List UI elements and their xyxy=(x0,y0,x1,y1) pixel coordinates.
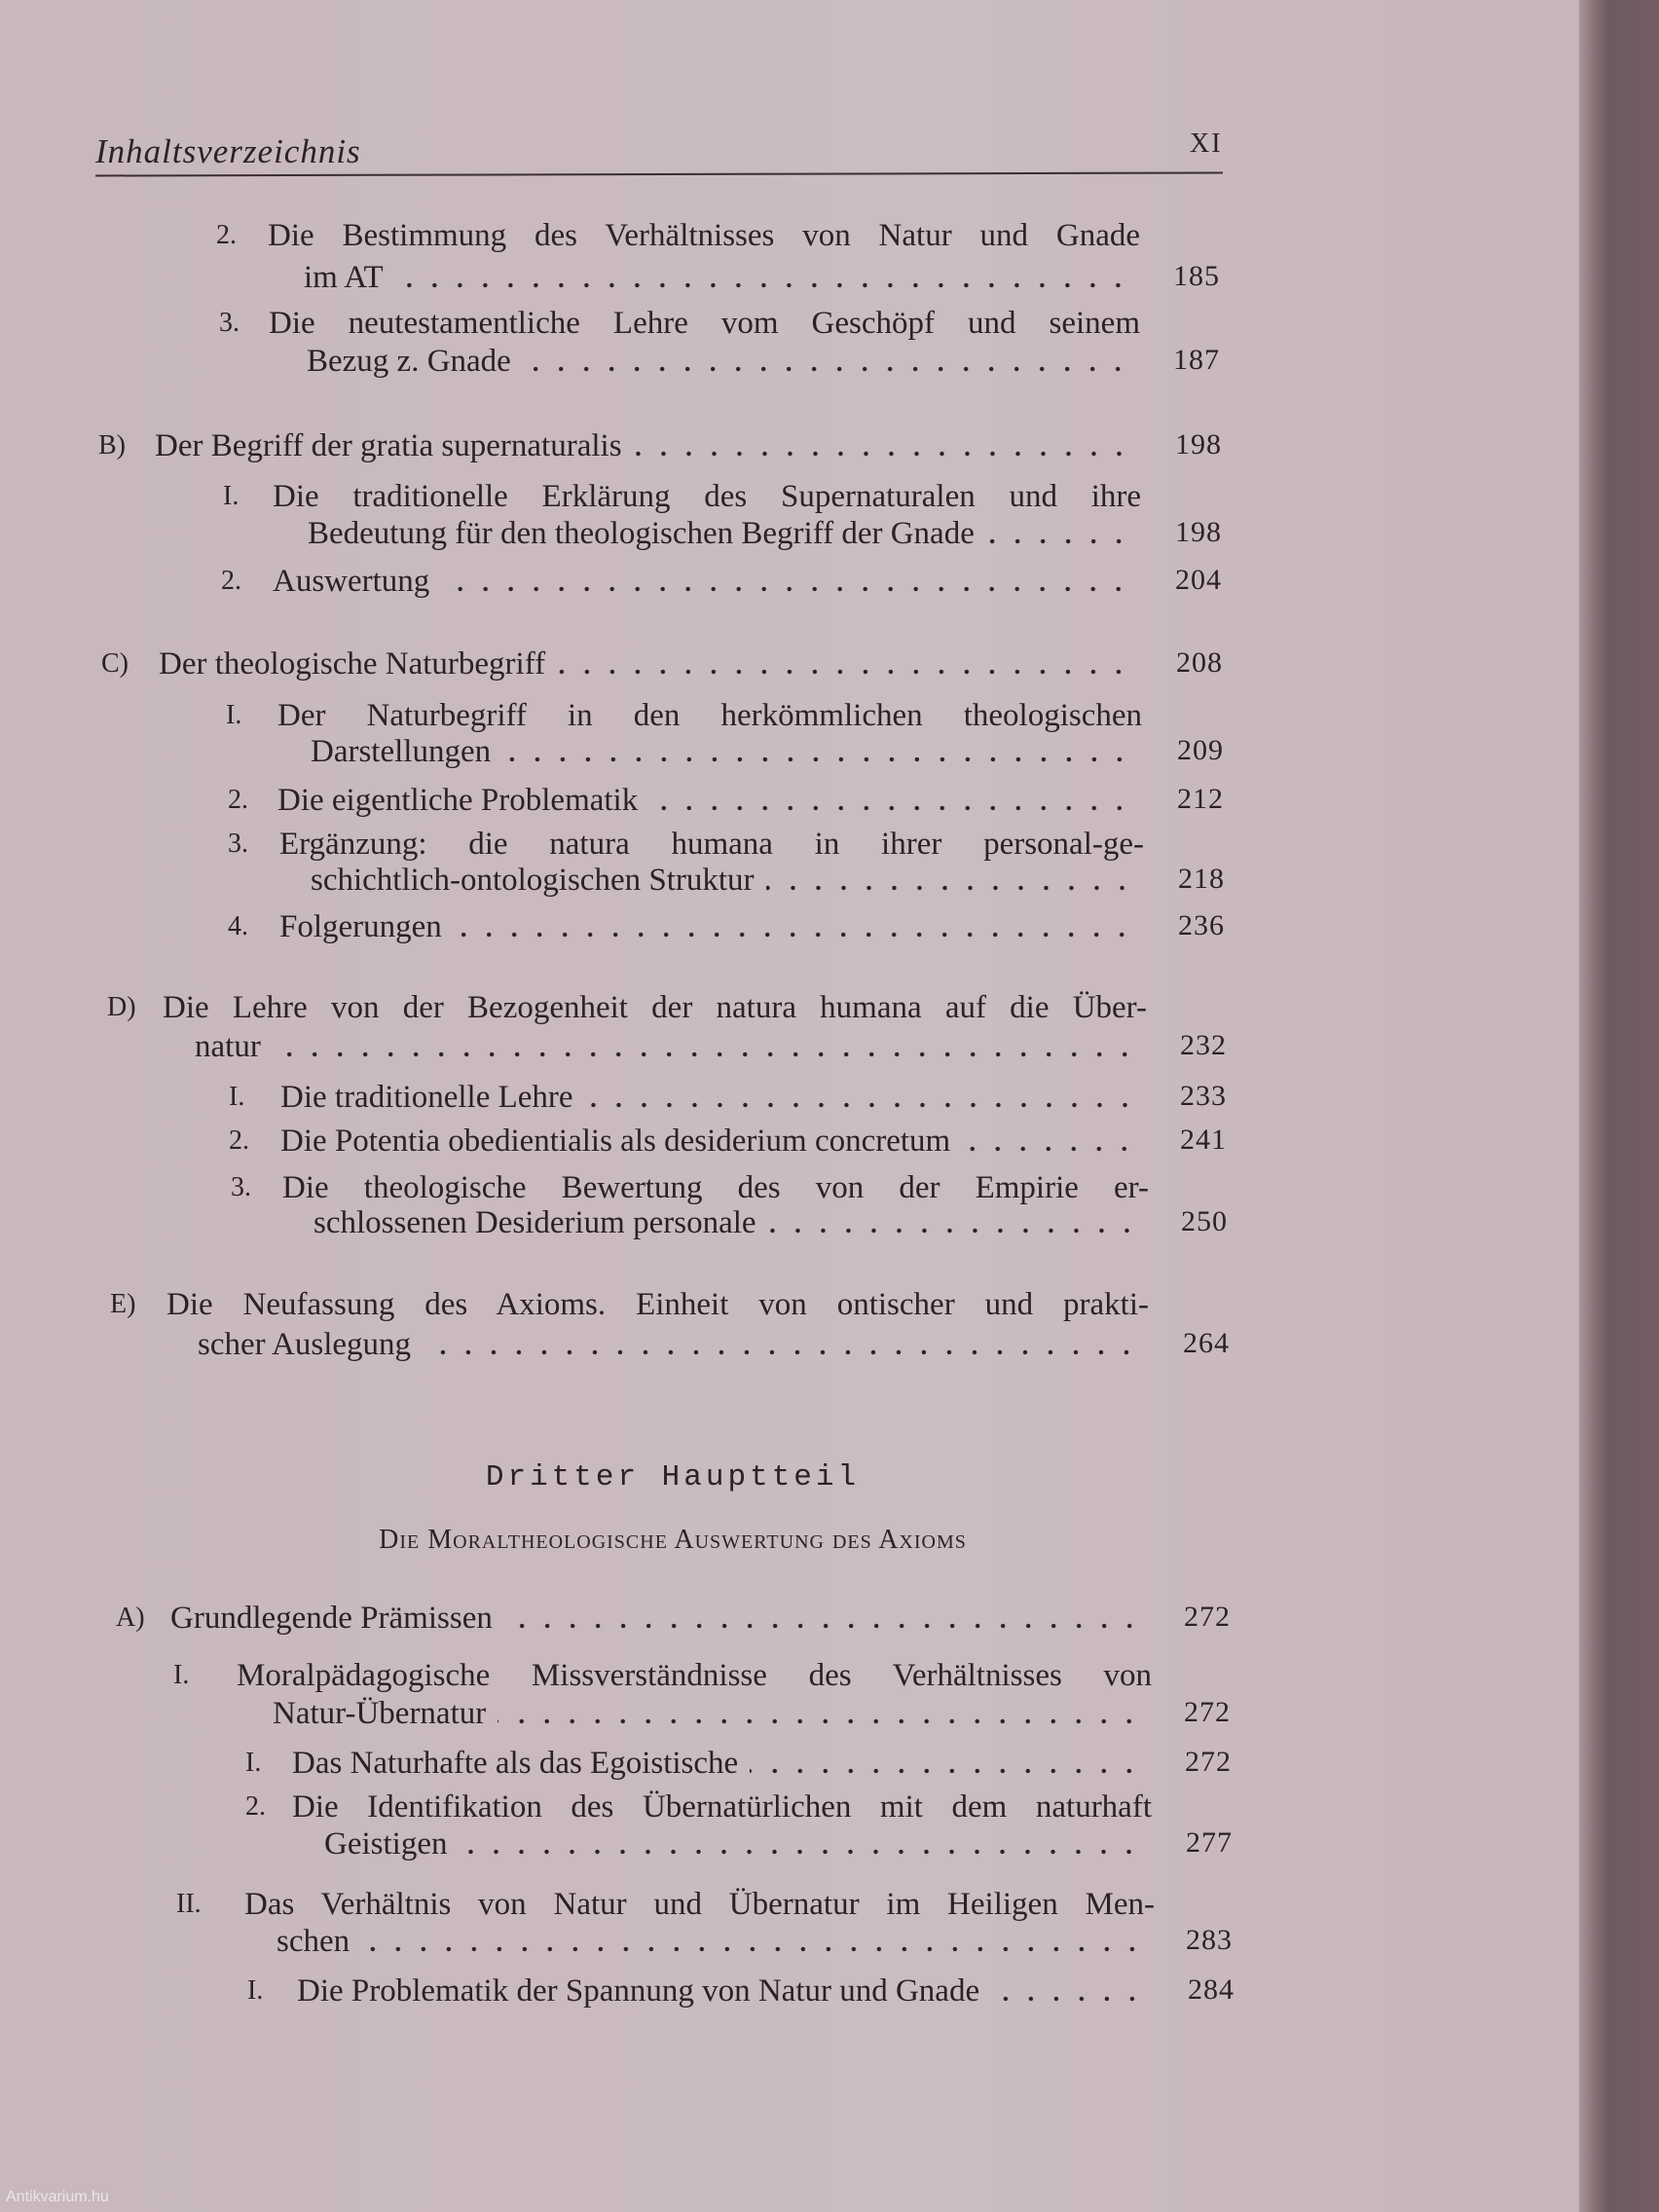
part-title: Dritter Hauptteil xyxy=(485,1460,861,1494)
dot-leader xyxy=(634,451,1131,457)
toc-entry-line[interactable] xyxy=(292,1744,1152,1783)
entry-label: E) xyxy=(110,1289,136,1319)
entry-text: Die traditionelle Lehre xyxy=(280,1080,573,1115)
dot-leader xyxy=(962,1146,1137,1152)
entry-text: Moralpädagogische Missverständnisse des Verhältnisses von xyxy=(237,1658,1152,1693)
toc-entry-line[interactable] xyxy=(269,304,1140,343)
entry-label: 3. xyxy=(228,829,248,859)
entry-label: I. xyxy=(247,1975,264,2006)
toc-entry-line[interactable] xyxy=(304,258,1140,297)
entry-text: Die eigentliche Problematik xyxy=(277,783,639,818)
dot-leader xyxy=(498,1718,1142,1724)
entry-label: B) xyxy=(98,430,126,461)
entry-page-number: 284 xyxy=(1188,1973,1235,2006)
dot-leader xyxy=(504,1623,1142,1629)
entry-page-number: 272 xyxy=(1184,1696,1231,1728)
entry-text: schlossenen Desiderium personale xyxy=(313,1205,756,1240)
dot-leader xyxy=(649,805,1132,811)
toc-entry-line[interactable] xyxy=(159,645,1141,683)
entry-page-number: 250 xyxy=(1181,1205,1228,1237)
dot-leader xyxy=(454,932,1134,938)
entry-label: I. xyxy=(223,481,240,511)
entry-label: II. xyxy=(176,1889,202,1919)
page-number: XI xyxy=(1190,129,1223,159)
entry-page-number: 204 xyxy=(1175,564,1222,596)
toc-entry-line[interactable] xyxy=(166,1285,1149,1324)
entry-text: Das Naturhafte als das Egoistische xyxy=(292,1746,739,1781)
entry-text: Die Bestimmung des Verhältnisses von Natur und Gnade xyxy=(268,218,1140,253)
entry-text: im AT xyxy=(304,260,384,295)
entry-label: 4. xyxy=(228,911,248,941)
entry-text: Darstellungen xyxy=(311,734,492,769)
entry-label: I. xyxy=(229,1082,245,1112)
toc-entry-line[interactable] xyxy=(313,1203,1149,1242)
entry-label: I. xyxy=(245,1748,262,1778)
entry-page-number: 236 xyxy=(1178,909,1225,941)
toc-entry-line[interactable] xyxy=(273,1694,1152,1733)
toc-entry-line[interactable] xyxy=(170,1599,1152,1638)
dot-leader xyxy=(768,1228,1139,1234)
toc-entry-line[interactable] xyxy=(268,216,1140,255)
dot-leader xyxy=(502,756,1132,762)
entry-text: Die neutestamentliche Lehre vom Geschöpf und seinem xyxy=(269,306,1140,341)
entry-text: schen xyxy=(276,1924,350,1959)
entry-label: C) xyxy=(101,648,129,679)
toc-entry-line[interactable] xyxy=(311,861,1144,900)
entry-text: Ergänzung: die natura humana in ihrer personal-ge- xyxy=(279,827,1144,862)
entry-label: I. xyxy=(226,700,242,730)
entry-page-number: 241 xyxy=(1180,1124,1227,1156)
toc-entry-line[interactable] xyxy=(198,1325,1149,1364)
entry-text: natur xyxy=(195,1029,261,1064)
entry-page-number: 272 xyxy=(1185,1746,1232,1778)
entry-page-number: 218 xyxy=(1178,863,1225,895)
entry-text: Die theologische Bewertung des von der Empirie er- xyxy=(282,1170,1149,1205)
entry-page-number: 232 xyxy=(1180,1029,1227,1061)
entry-label: 2. xyxy=(228,785,248,815)
toc-entry-line[interactable] xyxy=(280,1078,1147,1117)
entry-label: 2. xyxy=(245,1791,266,1822)
entry-text: Die Lehre von der Bezogenheit der natura humana auf die Über- xyxy=(163,990,1147,1025)
watermark: Antikvarium.hu xyxy=(6,2189,109,2205)
toc-entry-line[interactable] xyxy=(163,988,1147,1027)
entry-page-number: 212 xyxy=(1177,783,1224,815)
entry-text: Die Problematik der Spannung von Natur und Gnade xyxy=(297,1973,980,2009)
entry-text: Die traditionelle Erklärung des Supernaturalen und ihre xyxy=(273,479,1141,514)
entry-label: I. xyxy=(173,1660,190,1690)
toc-entry-line[interactable] xyxy=(273,562,1141,601)
entry-text: Das Verhältnis von Natur und Übernatur im Heiligen Men- xyxy=(244,1887,1155,1922)
part-subtitle: Die Moraltheologische Auswertung des Axioms xyxy=(379,1525,967,1555)
dot-leader xyxy=(523,366,1130,372)
toc-entry-line[interactable] xyxy=(311,732,1142,771)
entry-text: scher Auslegung xyxy=(198,1327,412,1362)
entry-label: 2. xyxy=(221,566,241,596)
dot-leader xyxy=(991,1996,1145,2002)
entry-page-number: 187 xyxy=(1173,344,1220,376)
dot-leader xyxy=(750,1768,1142,1774)
entry-text: Auswertung xyxy=(273,564,430,599)
toc-entry-line[interactable] xyxy=(297,1972,1155,2010)
book-edge xyxy=(1579,0,1659,2212)
entry-page-number: 283 xyxy=(1186,1924,1233,1956)
entry-text: Folgerungen xyxy=(279,909,442,944)
entry-page-number: 208 xyxy=(1176,646,1223,679)
entry-text: Der Begriff der gratia supernaturalis xyxy=(155,428,622,463)
dot-leader xyxy=(766,885,1134,891)
entry-text: schichtlich-ontologischen Struktur xyxy=(311,863,755,898)
entry-label: D) xyxy=(107,992,136,1022)
entry-label: 2. xyxy=(216,220,237,250)
dot-leader xyxy=(273,1051,1137,1057)
toc-entry-line[interactable] xyxy=(195,1027,1147,1066)
entry-label: 3. xyxy=(219,308,240,338)
entry-text: Die Potentia obedientialis als desiderium concretum xyxy=(280,1124,951,1159)
entry-text: Der theologische Naturbegriff xyxy=(159,646,546,682)
dot-leader xyxy=(395,282,1130,288)
toc-entry-line[interactable] xyxy=(308,514,1141,553)
dot-leader xyxy=(585,1102,1137,1108)
toc-entry-line[interactable] xyxy=(276,1922,1155,1961)
entry-text: Grundlegende Prämissen xyxy=(170,1601,493,1636)
entry-text: Die Neufassung des Axioms. Einheit von ontischer und prakti- xyxy=(166,1287,1149,1322)
entry-text: Bezug z. Gnade xyxy=(307,344,511,379)
toc-entry-line[interactable] xyxy=(280,1122,1147,1161)
toc-entry-line[interactable] xyxy=(282,1168,1149,1207)
toc-entry-line[interactable] xyxy=(277,696,1142,735)
toc-entry-line[interactable] xyxy=(279,907,1144,946)
entry-text: Bedeutung für den theologischen Begriff der Gnade xyxy=(308,516,975,551)
dot-leader xyxy=(441,586,1131,592)
toc-entry-line[interactable] xyxy=(273,477,1141,516)
toc-entry-line[interactable] xyxy=(155,426,1141,465)
entry-page-number: 272 xyxy=(1184,1601,1231,1633)
running-head-title: Inhaltsverzeichnis xyxy=(95,132,361,170)
toc-entry-line[interactable] xyxy=(279,825,1144,864)
dot-leader xyxy=(459,1849,1142,1855)
toc-entry-line[interactable] xyxy=(307,342,1140,381)
dot-leader xyxy=(423,1349,1139,1355)
entry-text: Natur-Übernatur xyxy=(273,1696,487,1731)
toc-entry-line[interactable] xyxy=(324,1825,1152,1863)
entry-label: A) xyxy=(116,1603,145,1633)
entry-page-number: 209 xyxy=(1177,734,1224,766)
entry-label: 2. xyxy=(229,1125,249,1156)
dot-leader xyxy=(986,538,1131,544)
toc-entry-line[interactable] xyxy=(292,1788,1152,1826)
toc-entry-line[interactable] xyxy=(277,781,1142,820)
toc-entry-line[interactable] xyxy=(244,1885,1155,1924)
entry-label: 3. xyxy=(231,1172,251,1202)
entry-text: Der Naturbegriff in den herkömmlichen theologischen xyxy=(277,698,1142,733)
entry-page-number: 198 xyxy=(1175,516,1222,548)
entry-page-number: 233 xyxy=(1180,1080,1227,1112)
entry-text: Die Identifikation des Übernatürlichen mit dem naturhaft xyxy=(292,1789,1152,1825)
dot-leader xyxy=(557,669,1131,675)
entry-page-number: 198 xyxy=(1175,428,1222,461)
entry-text: Geistigen xyxy=(324,1826,448,1862)
entry-page-number: 277 xyxy=(1186,1826,1233,1859)
entry-page-number: 264 xyxy=(1183,1327,1230,1359)
dot-leader xyxy=(361,1946,1145,1952)
toc-entry-line[interactable] xyxy=(237,1656,1152,1695)
entry-page-number: 185 xyxy=(1173,260,1220,292)
